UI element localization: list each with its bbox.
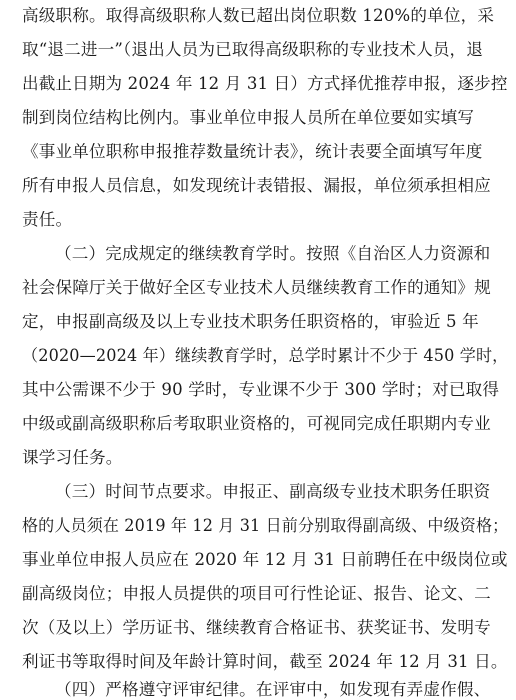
text-line-17: 事业单位申报人员应在 2020 年 12 月 31 日前聘任在中级岗位或 — [22, 550, 508, 569]
section-heading-2: （二）完成规定的继续教育学时。按照《自治区人力资源和 — [55, 244, 491, 263]
text-line-13: 中级或副高级职称后考取职业资格的，可视同完成任职期内专业 — [22, 414, 491, 433]
text-line-9: 社会保障厅关于做好全区专业技术人员继续教育工作的通知》规 — [22, 278, 491, 297]
text-line-18: 副高级岗位；申报人员提供的项目可行性论证、报告、论文、二 — [22, 584, 491, 603]
text-line-20: 利证书等取得时间及年龄计算时间，截至 2024 年 12 月 31 日。 — [22, 652, 508, 671]
text-line-19: 次（及以上）学历证书、继续教育合格证书、获奖证书、发明专 — [22, 618, 491, 637]
text-line-3: 出截止日期为 2024 年 12 月 31 日）方式择优推荐申报，逐步控 — [22, 74, 508, 93]
section-heading-3: （三）时间节点要求。申报正、副高级专业技术职务任职资 — [55, 482, 491, 501]
text-line-5: 《事业单位职称申报推荐数量统计表》，统计表要全面填写年度 — [22, 142, 483, 161]
text-line-11: （2020—2024 年）继续教育学时，总学时累计不少于 450 学时， — [22, 346, 509, 365]
text-line-10: 定，申报副高级及以上专业技术职务任职资格的，审验近 5 年 — [22, 312, 479, 331]
section-heading-4: （四）严格遵守评审纪律。在评审中，如发现有弄虚作假、 — [55, 680, 491, 699]
text-line-16: 格的人员须在 2019 年 12 月 31 日前分别取得副高级、中级资格； — [22, 516, 509, 535]
text-line-14: 课学习任务。 — [22, 448, 123, 467]
text-line-1: 高级职称。取得高级职称人数已超出岗位职数 120%的单位，采 — [22, 6, 495, 25]
text-line-12: 其中公需课不少于 90 学时，专业课不少于 300 学时；对已取得 — [22, 380, 500, 399]
text-line-4: 制到岗位结构比例内。事业单位申报人员所在单位要如实填写 — [22, 108, 475, 127]
text-line-7: 责任。 — [22, 210, 73, 229]
text-line-2: 取“退二进一”（退出人员为已取得高级职称的专业技术人员，退 — [22, 40, 484, 59]
text-line-6: 所有申报人员信息，如发现统计表错报、漏报，单位须承担相应 — [22, 176, 491, 195]
